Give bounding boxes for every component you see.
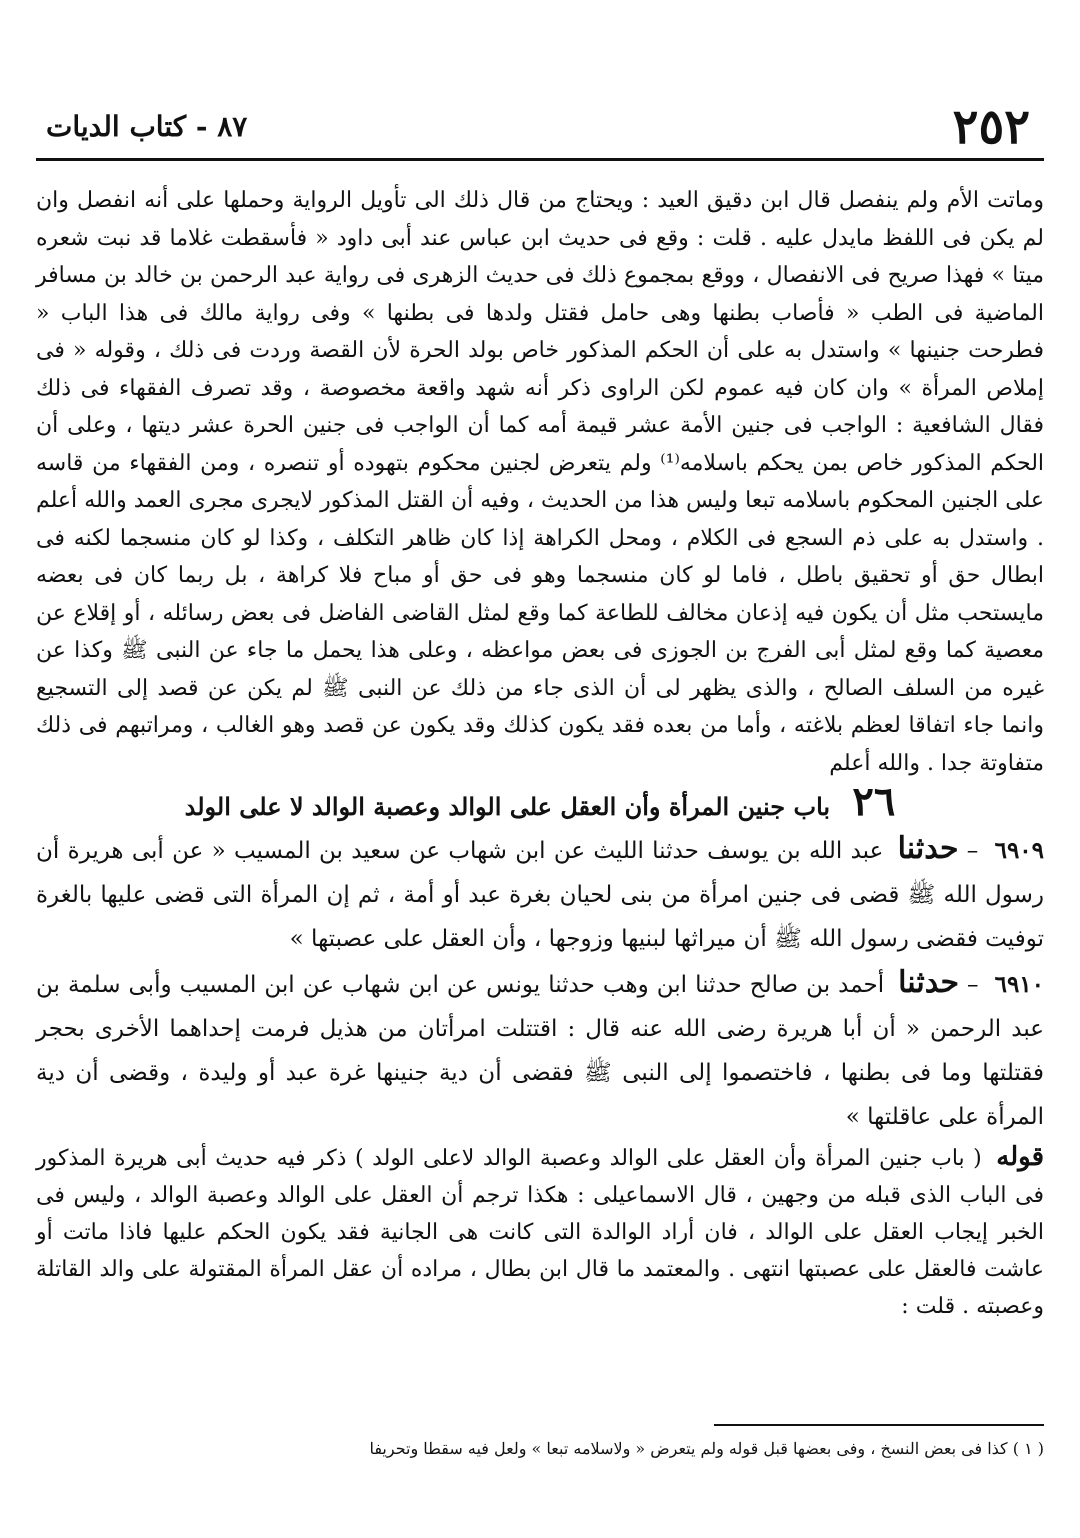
footnote-divider (714, 1424, 1044, 1426)
commentary-paragraph: وماتت الأم ولم ينفصل قال ابن دقيق العيد : ويحتاج من قال ذلك الى تأويل الرواية وحملها على أنه انفصل وان لم يكن فى اللفظ مايدل عليه . قلت : وقع فى حديث ابن عباس عند أبى داود « فأسقطت غلاما قد نبت شعره ميتا » فهذا صريح فى الانفصال ، ووقع بمجموع ذلك فى حديث الزهرى فى رواية عبد الرحمن بن خالد بن مسافر الماضية فى الطب « فأصاب بطنها وهى حامل فقتل ولدها فى بطنها » وفى رواية مالك فى هذا الباب « فطرحت جنينها » واستدل به على أن الحكم المذكور خاص بولد الحرة لأن القصة وردت فى ذلك ، وقوله « فى إملاص المرأة » وان كان فيه عموم لكن الراوى ذكر أنه شهد واقعة مخصوصة ، وقد تصرف الفقهاء فى ذلك فقال الشافعية : الواجب فى جنين الأمة عشر قيمة أمه كما أن الواجب فى جنين الحرة عشر ديتها ، وعلى أن الحكم المذكور خاص بمن يحكم باسلامه⁽¹⁾ ولم يتعرض لجنين محكوم بتهوده أو تنصره ، ومن الفقهاء من قاسه على الجنين المحكوم باسلامه تبعا وليس هذا من الحديث ، وفيه أن القتل المذكور لايجرى مجرى العمد والله أعلم . واستدل به على ذم السجع فى الكلام ، ومحل الكراهة إذا كان ظاهر التكلف ، وكذا لو كان منسجما لكنه فى ابطال حق أو تحقيق باطل ، فاما لو كان منسجما وهو فى حق أو مباح فلا كراهة ، بل ربما كان فى بعضه مايستحب مثل أن يكون فيه إذعان مخالف للطاعة كما وقع لمثل القاضى الفاضل فى بعض رسائله ، أو إقلاع عن معصية كما وقع لمثل أبى الفرج بن الجوزى فى بعض مواعظه ، وعلى هذا يحمل ما جاء عن النبى ﷺ وكذا عن غيره من السلف الصالح ، والذى يظهر لى أن الذى جاء من ذلك عن النبى ﷺ لم يكن عن قصد إلى التسجيع وانما جاء اتفاقا لعظم بلاغته ، وأما من بعده فقد يكون كذلك وقد يكون عن قصد وهو الغالب ، ومراتبهم فى ذلك متفاوتة جدا . والله أعلم (36, 188, 1045, 776)
hadith-number: ٦٩١٠ (994, 971, 1045, 998)
commentary-paragraph-bottom (36, 1139, 1044, 1325)
page-number: ٢٥٢ (952, 99, 1030, 155)
hadith-keyword: حدثنا (898, 965, 959, 1000)
page-body (36, 182, 1044, 1325)
chapter-number: ٢٦ (852, 778, 896, 825)
page-header (36, 96, 1044, 161)
chapter-heading (36, 778, 1044, 827)
footnote: ( ١ ) كذا فى بعض النسخ ، وفى بعضها قبل قوله ولم يتعرض « ولاسلامه تبعا » ولعل فيه سقطا وتحريفا (369, 1439, 1044, 1458)
hadith-text: أحمد بن صالح حدثنا ابن وهب حدثنا يونس عن ابن شهاب عن ابن المسيب وأبى سلمة بن عبد الرحمن « أن أبا هريرة رضى الله عنه قال : اقتتلت امرأتان من هذيل فرمت إحداهما الأخرى بحجر فقتلتها وما فى بطنها ، فاختصموا إلى النبى ﷺ فقضى أن دية جنينها غرة عبد أو وليدة ، وقضى أن دية المرأة على عاقلتها » (36, 972, 1044, 1130)
hadith-dash: – (966, 838, 979, 864)
hadith-number: ٦٩٠٩ (994, 837, 1045, 864)
hadith-entry (36, 961, 1044, 1139)
hadith-dash: – (967, 972, 979, 998)
hadith-keyword: حدثنا (897, 831, 959, 866)
commentary-text: ( باب جنين المرأة وأن العقل على الوالد وعصبة الوالد لاعلى الولد ) ذكر فيه حديث أبى هريرة المذكور فى الباب الذى قبله من وجهين ، قال الاسماعيلى : هكذا ترجم أن العقل على الوالد وعصبة الوالد ، وليس فى الخبر إيجاب العقل على الوالد ، فان أراد الوالدة التى كانت هى الجانية فقد يكون الحكم عليها فاذا ماتت أو عاشت فالعقل على عصبتها انتهى . والمعتمد ما قال ابن بطال ، مراده أن عقل المرأة المقتولة على والد القاتلة وعصبته . قلت : (36, 1146, 1044, 1319)
hadith-text: عبد الله بن يوسف حدثنا الليث عن ابن شهاب عن سعيد بن المسيب « عن أبى هريرة أن رسول الله ﷺ قضى فى جنين امرأة من بنى لحيان بغرة عبد أو أمة ، ثم إن المرأة التى قضى عليها بالغرة توفيت فقضى رسول الله ﷺ أن ميراثها لبنيها وزوجها ، وأن العقل على عصبتها » (36, 838, 1044, 952)
commentary-keyword: قوله (996, 1142, 1045, 1172)
hadith-entry (36, 827, 1044, 961)
chapter-title: باب جنين المرأة وأن العقل على الوالد وعصبة الوالد لا على الولد (184, 792, 831, 821)
running-title: ٨٧ - كتاب الديات (46, 110, 248, 143)
